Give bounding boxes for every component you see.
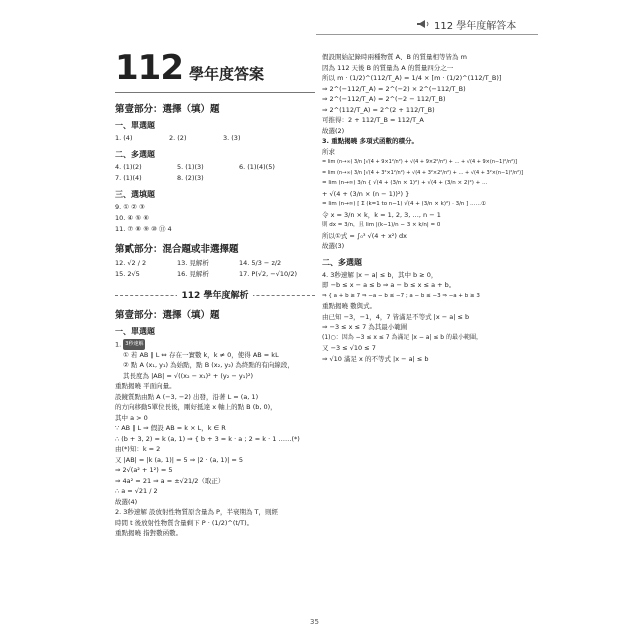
analysis-line: 的方向移動5單位長後，剛好抵達 x 軸上的點 B (b, 0)，	[115, 403, 277, 412]
analysis-line: ∵ AB ∥ L ⇒ 假設 AB = k × L，k ∈ R	[115, 424, 226, 433]
solution-line: ⇒ √10 滿足 x 的不等式 |x − a| ≤ b	[322, 354, 429, 363]
solution-line: = lim (n→∞) 3/n { √(4 + (3/n × 1)²) + √(4 + (3/n × 2)²) + …	[322, 180, 488, 186]
answer-item: 2. (2)	[169, 134, 187, 142]
multi-answers-row	[115, 173, 315, 184]
solution-line: ⇒ { a + b ≥ 7 ⇒ −a − b ≤ −7 ; a − b ≤ −3 ⇒ −a + b ≥ 3	[322, 292, 480, 299]
analysis-line: 其長度為 |AB| = √((x₂ − x₁)² + (y₂ − y₁)²)	[123, 371, 254, 380]
single-choice-heading: 一、單選題	[115, 121, 155, 130]
analysis-line: ⇒ 2√(a² + 1²) = 5	[115, 466, 173, 475]
solution-line: ⇒ 2^(−112/T_A) = 2^(−2 − 112/T_B)	[322, 95, 446, 103]
answer-item: 5. (1)(3)	[177, 163, 204, 171]
solution-line: = lim (n→∞) 3/n [√(4 + 9×1²/n²) + √(4 + 9×2²/n²) + … + √(4 + 9×(n−1)²/n²)]	[322, 159, 518, 165]
solution-line: = lim (n→∞) 3/n [√(4 + 3²×1²/n²) + √(4 + 3²×2²/n²) + … + √(4 + 3²×(n−1)²/n²)]	[322, 169, 524, 176]
answer-item: 1. (4)	[115, 134, 133, 142]
solution-line: = lim (n→∞) [ Σ (k=1 to n−1) √(4 + (3/n × k)²) · 3/n ] ……①	[322, 201, 486, 207]
title-number: 112	[115, 48, 183, 88]
title-rule	[115, 92, 315, 93]
answer-item: 8. (2)(3)	[177, 174, 204, 182]
analysis-banner-text: 112 學年度解析	[177, 288, 254, 301]
mixed-answers-row	[115, 258, 315, 269]
mixed-answers-row	[115, 269, 315, 280]
analysis-part1-heading: 第壹部分：選擇（填）題	[115, 310, 220, 321]
solution-line: 則 dx = 3/n，且 lim |(k−1)/n − 3 × k/n| = 0	[322, 222, 441, 228]
solution-line: 3. 重點揭曉 多項式函數的積分。	[322, 137, 419, 145]
running-header-label: 112 學年度解答本	[434, 20, 517, 32]
analysis-line: 由(*)知：k = 2	[115, 445, 161, 454]
analysis-line: ⇒ 4a² = 21 ⇒ a = ±√21/2（取正）	[115, 476, 225, 485]
answer-item: 13. 見解析	[177, 259, 209, 267]
running-header	[416, 17, 538, 31]
answer-item: 12. √2 / 2	[115, 259, 147, 267]
answer-item: 15. 2√5	[115, 270, 140, 278]
analysis-single-heading: 一、單選題	[115, 327, 155, 336]
megaphone-icon	[416, 19, 430, 29]
fill-answers-row	[115, 224, 315, 235]
answer-item: 11. ⑦ ⑧ ⑨ ⑩ ⑪ 4	[115, 225, 172, 233]
solution-line: 所以 m · (1/2)^(112/T_A) = 1/4 × [m · (1/2)^(112/T_B)]	[322, 74, 502, 82]
analysis-line: ① 若 AB ∥ L ⇔ 存在一實數 k，k ≠ 0，使得 AB = kL	[123, 350, 279, 359]
analysis-banner	[115, 288, 315, 301]
solution-line: 重點揭曉 數與式。	[322, 302, 377, 310]
solution-line: 令 x = 3/n × k，k = 1, 2, 3, …, n − 1	[322, 210, 441, 219]
analysis-line: ∴ (b + 3, 2) = k (a, 1) ⇒ { b + 3 = k · a ; 2 = k · 1 ……(*)	[115, 434, 300, 443]
answer-item: 14. 5/3 − z/2	[239, 259, 282, 267]
answer-item: 16. 見解析	[177, 270, 209, 278]
analysis-line: 其中 a > 0	[115, 413, 148, 422]
solution-line: 由已知 −3，−1，4，7 皆滿足不等式 |x − a| ≤ b	[322, 312, 470, 321]
multi-choice-heading: 二、多選題	[115, 150, 155, 159]
solution-line: ⇒ −3 ≤ x ≤ 7 為其最小範圍	[322, 323, 408, 331]
analysis-line: 重點揭曉 指對數函數。	[115, 529, 183, 538]
analysis-line: 設鏡質點由點 A (−3, −2) 出發，沿著 L = (a, 1)	[115, 392, 259, 401]
answer-item: 7. (1)(4)	[115, 174, 142, 182]
right-column	[322, 52, 540, 364]
analysis-line: 時間 t 後放射性物質含量剩下 P · (1/2)^(t/T)。	[115, 518, 254, 527]
answers-part2-heading: 第貳部分：混合題或非選擇題	[115, 244, 239, 255]
quick-solve-tag: 3秒速解	[123, 339, 145, 350]
solution-line: 又 −3 ≤ √10 ≤ 7	[322, 344, 376, 352]
answer-item: 4. (1)(2)	[115, 163, 142, 171]
solution-line: 4. 3秒速解 |x − a| ≤ b，其中 b ≥ 0，	[322, 270, 438, 279]
solution-line: 可推得：2 + 112/T_B = 112/T_A	[322, 116, 424, 124]
solution-line: ⇒ 2^(−112/T_A) = 2^(−2) × 2^(−112/T_B)	[322, 84, 466, 93]
fill-answers-row	[115, 202, 315, 213]
analysis-line: 故選(4)	[115, 497, 138, 506]
solution-line: 故選(3)	[322, 242, 345, 250]
solution-line: 故選(2)	[322, 126, 345, 135]
answers-part1-heading: 第壹部分：選擇（填）題	[115, 104, 220, 115]
page-number: 35	[310, 618, 319, 626]
solution-line: 所求	[322, 147, 335, 156]
analysis-line: ② 點 A (x₁, y₁) 為始點，點 B (x₂, y₂) 為終點的有向線段，	[123, 361, 294, 370]
page-title	[115, 48, 315, 88]
fill-in-heading: 三、選填題	[115, 190, 155, 199]
single-answers	[115, 133, 315, 144]
answer-item: 17. P(√2, −√10/2)	[239, 270, 297, 278]
fill-answers-row	[115, 213, 315, 224]
answer-item: 9. ① ② ③	[115, 203, 145, 211]
left-column	[115, 48, 315, 539]
answer-item: 10. ④ ⑤ ⑥	[115, 214, 150, 222]
solution-line: (1)○：因為 −3 ≤ x ≤ 7 為滿足 |x − a| ≤ b 的最小範圍，	[322, 333, 483, 341]
analysis-line: 又 |AB| = |k (a, 1)| = 5 ⇒ |2 · (a, 1)| = 5	[115, 455, 244, 464]
analysis-line: 2. 3秒速解 設放射性物質原含量為 P，半衰期為 T，則經	[115, 508, 278, 517]
answer-item: 6. (1)(4)(5)	[239, 163, 275, 171]
question-1-label: 1. 3秒速解	[115, 340, 144, 349]
answer-item: 3. (3)	[223, 134, 241, 142]
header-rule	[316, 34, 538, 35]
solution-line: 所以①式 = ∫₀³ √(4 + x²) dx	[322, 231, 407, 240]
solution-section-heading: 二、多選題	[322, 257, 362, 267]
analysis-line: ∴ a = √21 / 2	[115, 487, 158, 496]
solution-line: + √(4 + (3/n × (n − 1))²) }	[322, 189, 410, 198]
solution-line: 假設開始記錄時兩種物質 A、B 的質量相等皆為 m	[322, 53, 467, 61]
solution-line: 即 −b ≤ x − a ≤ b ⇒ a − b ≤ x ≤ a + b。	[322, 281, 456, 289]
analysis-line: 重點揭曉 平面向量。	[115, 382, 176, 391]
multi-answers-row	[115, 162, 315, 173]
solution-line: 因為 112 天後 B 的質量為 A 的質量四分之一	[322, 63, 454, 72]
solution-line: ⇒ 2^(112/T_A) = 2^(2 + 112/T_B)	[322, 105, 435, 114]
title-text: 學年度答案	[188, 65, 264, 83]
